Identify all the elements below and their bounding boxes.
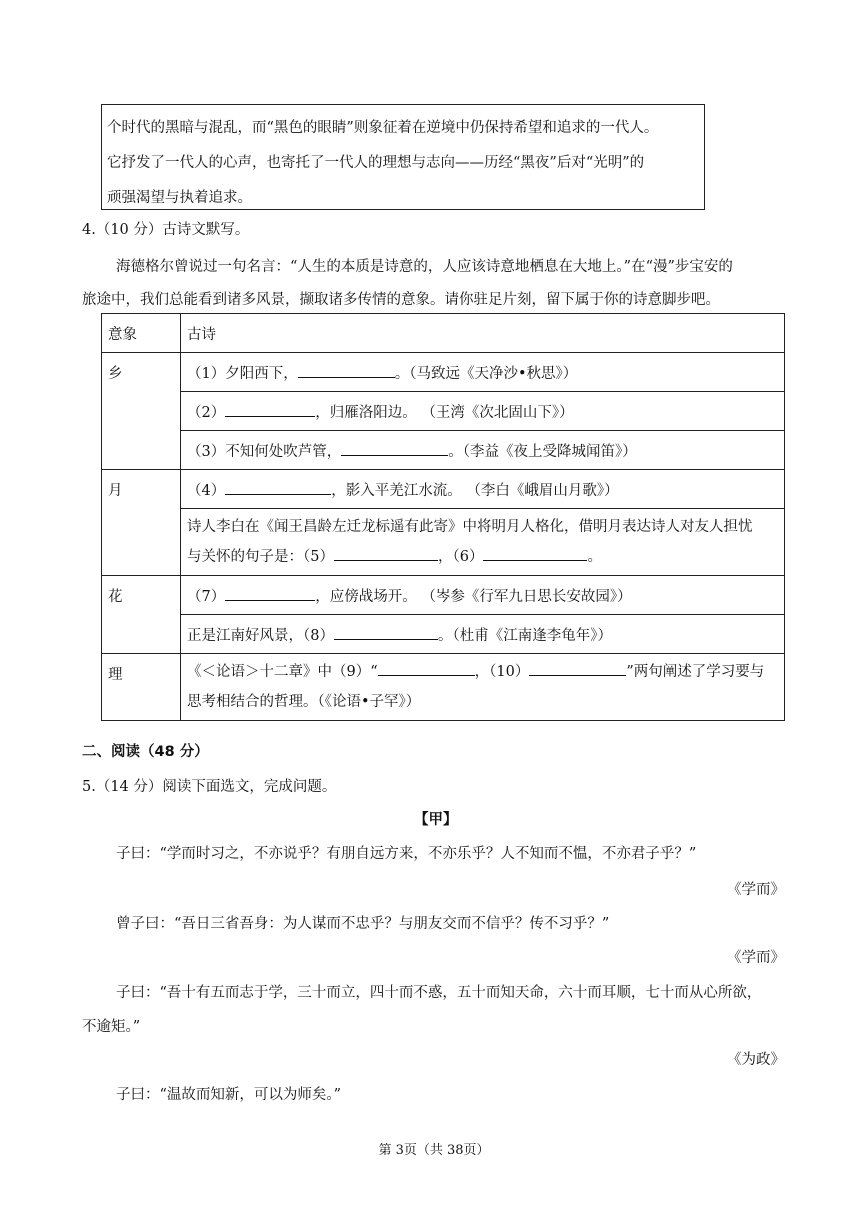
poem-row-9-line-2: 思考相结合的哲理。（《论语•子罕》） xyxy=(187,694,421,710)
blank-6[interactable] xyxy=(483,547,587,561)
question-4-intro-line-2: 旅途中，我们总能看到诸多风景，撷取诸多传情的意象。请你驻足片刻，留下属于你的诗意脚步吧。 xyxy=(82,292,720,308)
poem-row-5-suffix: 。 xyxy=(587,549,602,565)
poem-row-9 xyxy=(181,654,785,721)
poem-row-7-prefix: （7） xyxy=(187,588,226,605)
passage-source-2: 《学而》 xyxy=(727,950,785,966)
category-moon: 月 xyxy=(102,470,181,576)
poem-row-5-prefix: 与关怀的句子是：（5） xyxy=(187,549,334,565)
poem-row-7 xyxy=(181,576,785,615)
category-flower: 花 xyxy=(102,576,181,654)
poem-row-8-prefix: 正是江南好风景，（8） xyxy=(187,627,334,644)
poem-row-9-mid: ，（10） xyxy=(474,664,530,680)
poem-row-8-suffix: 。（杜甫《江南逢李龟年》） xyxy=(437,627,612,644)
section-2-heading: 二、阅读（48 分） xyxy=(82,744,209,760)
poem-row-7-suffix: ，应傍战场开。 （岑参《行军九日思长安故园》） xyxy=(315,588,632,605)
poem-row-4-suffix: ，影入平羌江水流。 （李白《峨眉山月歌》） xyxy=(331,482,619,499)
blank-3[interactable] xyxy=(341,442,448,456)
question-5-heading: 5.（14 分）阅读下面选文，完成问题。 xyxy=(82,779,337,795)
passage-para-2: 曾子曰：“吾日三省吾身：为人谋而不忠乎？与朋友交而不信乎？传不习乎？” xyxy=(116,916,610,932)
blank-8[interactable] xyxy=(334,626,438,640)
category-reason: 理 xyxy=(102,654,181,721)
poem-row-1-prefix: （1）夕阳西下， xyxy=(187,365,298,382)
passage-para-3-line-1: 子曰：“吾十有五而志于学，三十而立，四十而不惑，五十而知天命，六十而耳顺，七十而从心所欲， xyxy=(116,985,762,1001)
box-line-3: 顽强渴望与执着追求。 xyxy=(107,190,252,206)
text-box xyxy=(101,104,705,210)
passage-para-4: 子曰：“温故而知新，可以为师矣。” xyxy=(116,1087,342,1103)
poem-row-5 xyxy=(181,509,785,576)
poem-row-3 xyxy=(181,431,785,470)
poem-row-5-line-2 xyxy=(187,542,778,572)
blank-9[interactable] xyxy=(378,662,475,676)
poetry-table xyxy=(101,313,785,721)
question-4-heading: 4.（10 分）古诗文默写。 xyxy=(82,222,250,238)
blank-10[interactable] xyxy=(529,662,626,676)
box-line-2: 它抒发了一代人的心声，也寄托了一代人的理想与志向——历经“黑夜”后对“光明”的 xyxy=(107,155,645,171)
passage-para-1: 子曰：“学而时习之，不亦说乎？有朋自远方来，不亦乐乎？人不知而不愠，不亦君子乎？” xyxy=(116,846,697,862)
poem-row-2-suffix: ，归雁洛阳边。 （王湾《次北固山下》） xyxy=(315,404,574,421)
passage-para-3-line-2: 不逾矩。” xyxy=(82,1019,141,1035)
passage-source-3: 《为政》 xyxy=(727,1052,785,1068)
poem-row-9-line-1 xyxy=(187,657,778,687)
question-4-intro-line-1: 海德格尔曾说过一句名言：“人生的本质是诗意的，人应该诗意地栖息在大地上。”在“漫”步宝安的 xyxy=(116,259,733,275)
poem-row-3-prefix: （3）不知何处吹芦管， xyxy=(187,443,342,460)
passage-source-1: 《学而》 xyxy=(727,882,785,898)
poem-row-8 xyxy=(181,615,785,654)
blank-1[interactable] xyxy=(298,364,395,378)
poem-row-5-line-1: 诗人李白在《闻王昌龄左迁龙标遥有此寄》中将明月人格化，借明月表达诗人对友人担忧 xyxy=(187,519,753,535)
poem-row-2-prefix: （2） xyxy=(187,404,226,421)
poem-row-5-mid: ，（6） xyxy=(437,549,484,565)
poem-row-4 xyxy=(181,470,785,509)
blank-7[interactable] xyxy=(225,587,315,601)
table-header-poem: 古诗 xyxy=(181,314,785,353)
page-footer: 第 3页（共 38页） xyxy=(378,1143,490,1158)
passage-jia-label: 【甲】 xyxy=(414,811,458,828)
blank-5[interactable] xyxy=(334,547,438,561)
poem-row-4-prefix: （4） xyxy=(187,482,226,499)
poem-row-1 xyxy=(181,353,785,392)
category-hometown: 乡 xyxy=(102,353,181,470)
poem-row-9-suffix: ”两句阐述了学习要与 xyxy=(626,664,765,680)
poem-row-3-suffix: 。（李益《夜上受降城闻笛》） xyxy=(448,443,637,460)
blank-4[interactable] xyxy=(225,481,331,495)
table-header-imagery: 意象 xyxy=(102,314,181,353)
poem-row-9-prefix: 《＜论语＞十二章》中（9）“ xyxy=(187,664,378,680)
poem-row-1-suffix: 。（马致远《天净沙•秋思》） xyxy=(394,365,578,382)
poem-row-2 xyxy=(181,392,785,431)
blank-2[interactable] xyxy=(225,403,315,417)
box-line-1: 个时代的黑暗与混乱，而“黑色的眼睛”则象征着在逆境中仍保持希望和追求的一代人。 xyxy=(107,120,659,136)
